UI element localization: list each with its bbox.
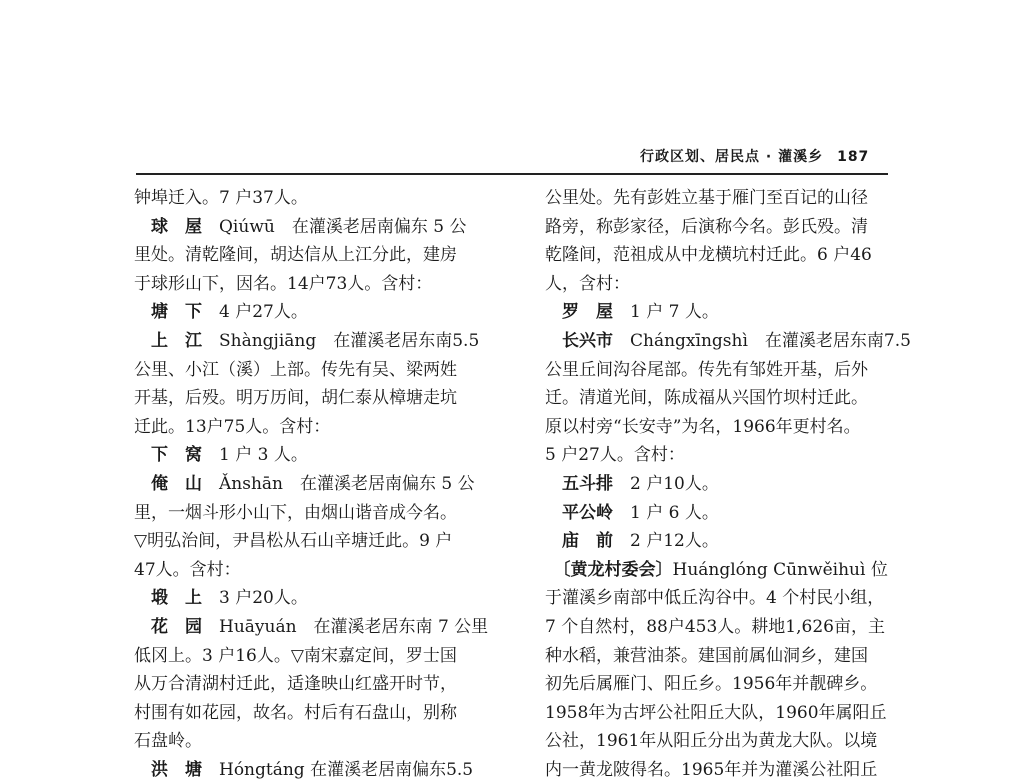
text-run: Qiúwū 在灌溪老居南偏东 5 公 (202, 216, 467, 237)
text-run (545, 302, 562, 322)
text-line (134, 213, 512, 242)
entry-heading: 罗 屋 (562, 302, 613, 323)
text-run: 原以村旁“长安寺”为名，1966年更村名。 (545, 416, 861, 437)
text-line (545, 270, 923, 299)
text-run: 2 户12人。 (613, 531, 719, 552)
text-run: 于灌溪乡南部中低丘沟谷中。4 个村民小组， (545, 588, 885, 609)
text-line (134, 184, 512, 213)
text-run: 内一黄龙陂得名。1965年并为灌溪公社阳丘 (545, 759, 878, 780)
text-run: 1958年为古坪公社阳丘大队，1960年属阳丘 (545, 702, 887, 723)
text-run (134, 331, 151, 351)
entry-heading: 上 江 (151, 330, 202, 351)
text-run: 里处。清乾隆间，胡达信从上江分此，建房 (134, 245, 457, 266)
right-column (545, 184, 923, 784)
text-run (134, 445, 151, 465)
text-run: Ǎnshān 在灌溪老居南偏东 5 公 (202, 473, 475, 494)
text-run: 2 户10人。 (613, 473, 719, 494)
text-run (545, 503, 562, 523)
entry-heading: 俺 山 (151, 473, 202, 494)
text-line (545, 727, 923, 756)
text-line (134, 727, 512, 756)
entry-heading: 平公岭 (562, 502, 613, 523)
text-run: 钟埠迁入。7 户37人。 (134, 188, 308, 208)
entry-heading: 五斗排 (562, 473, 613, 494)
entry-heading: 〔黄龙村委会〕 (562, 559, 673, 580)
text-line (134, 584, 512, 613)
text-run: 乾隆间，范祖成从中龙横坑村迁此。6 户46 (545, 245, 872, 266)
text-line (545, 213, 923, 242)
text-line (545, 470, 923, 499)
text-run (545, 331, 562, 351)
text-line (134, 327, 512, 356)
entry-heading: 塅 上 (151, 588, 202, 609)
text-run (134, 760, 151, 780)
text-run: Shàngjiāng 在灌溪老居东南5.5 (202, 330, 480, 351)
running-header (640, 146, 869, 166)
entry-heading: 庙 前 (562, 531, 613, 552)
text-run: 村围有如花园，故名。村后有石盘山，别称 (134, 702, 457, 723)
text-line (134, 241, 512, 270)
text-run: 公里丘间沟谷尾部。传先有邹姓开基，后外 (545, 359, 868, 380)
header-rule (136, 173, 888, 175)
text-line (545, 499, 923, 528)
text-line (545, 241, 923, 270)
text-line (545, 413, 923, 442)
text-line (134, 384, 512, 413)
text-run: 1 户 7 人。 (613, 302, 719, 323)
text-line (134, 613, 512, 642)
text-run: 3 户20人。 (202, 588, 308, 609)
entry-heading: 下 窝 (151, 445, 202, 466)
text-run: 石盘岭。 (134, 731, 202, 752)
running-title: 行政区划、居民点 · 灌溪乡 (640, 149, 824, 165)
text-line (545, 356, 923, 385)
entry-heading: 球 屋 (151, 216, 202, 237)
text-run: Huánglóng Cūnwěihuì 位 (672, 559, 888, 580)
text-line (545, 327, 923, 356)
text-run: 于球形山下，因名。14户73人。含村： (134, 273, 433, 294)
text-line (545, 756, 923, 784)
entry-heading: 长兴市 (562, 330, 613, 351)
text-run (545, 474, 562, 494)
text-run: 1 户 6 人。 (613, 502, 719, 523)
text-run: 公里处。先有彭姓立基于雁门至百记的山径 (545, 188, 868, 208)
text-run: 1 户 3 人。 (202, 445, 308, 466)
text-line (134, 499, 512, 528)
text-run: Chángxīngshì 在灌溪老居东南7.5 (613, 330, 911, 351)
text-run: Huāyuán 在灌溪老居东南 7 公里 (202, 616, 489, 637)
text-run: 低冈上。3 户16人。▽南宋嘉定间，罗士国 (134, 645, 457, 666)
text-line (545, 584, 923, 613)
text-run (134, 302, 151, 322)
text-run: 47人。含村： (134, 559, 241, 580)
text-run (134, 588, 151, 608)
text-line (545, 384, 923, 413)
text-run: 路旁，称彭家径，后演称今名。彭氏殁。清 (545, 216, 868, 237)
left-column (134, 184, 512, 784)
text-line (134, 642, 512, 671)
text-line (134, 470, 512, 499)
text-line (134, 270, 512, 299)
text-line (545, 699, 923, 728)
text-run (134, 474, 151, 494)
text-run: 公里、小江（溪）上部。传先有吴、梁两姓 (134, 359, 457, 380)
text-run: ▽明弘治间，尹昌松从石山辛塘迁此。9 户 (134, 531, 453, 552)
text-line (545, 670, 923, 699)
text-run: 人，含村： (545, 273, 630, 294)
text-run: 5 户27人。含村： (545, 445, 685, 466)
text-run: 公社，1961年从阳丘分出为黄龙大队。以境 (545, 731, 878, 752)
text-run: 迁此。13户75人。含村： (134, 416, 331, 437)
text-run: 4 户27人。 (202, 302, 308, 323)
text-line (134, 556, 512, 585)
text-line (134, 670, 512, 699)
text-run (545, 560, 562, 580)
text-line (545, 298, 923, 327)
text-line (545, 613, 923, 642)
text-run (134, 217, 151, 237)
text-line (134, 413, 512, 442)
text-line (134, 298, 512, 327)
entry-heading: 洪 塘 (151, 759, 202, 780)
text-run (545, 531, 562, 551)
text-run: 迁。清道光间，陈成福从兴国竹坝村迁此。 (545, 388, 868, 409)
text-line (545, 527, 923, 556)
text-run: Hóngtáng 在灌溪老居南偏东5.5 (202, 759, 474, 780)
text-run: 7 个自然村，88户453人。耕地1,626亩，主 (545, 616, 885, 637)
text-line (545, 441, 923, 470)
text-run: 初先后属雁门、阳丘乡。1956年并靓碑乡。 (545, 674, 878, 695)
text-line (134, 356, 512, 385)
text-run: 种水稻，兼营油茶。建国前属仙洞乡，建国 (545, 645, 868, 666)
text-line (134, 699, 512, 728)
entry-heading: 花 园 (151, 616, 202, 637)
text-run (134, 617, 151, 637)
text-line (134, 756, 512, 784)
text-run: 开基，后殁。明万历间，胡仁泰从樟塘走坑 (134, 388, 457, 409)
text-line (545, 184, 923, 213)
text-line (545, 642, 923, 671)
text-run: 从万合清湖村迁此，适逢映山红盛开时节， (134, 674, 457, 695)
text-line (545, 556, 923, 585)
text-run: 里，一烟斗形小山下，由烟山谐音成今名。 (134, 502, 457, 523)
entry-heading: 塘 下 (151, 302, 202, 323)
page-number: 187 (837, 149, 870, 165)
text-line (134, 527, 512, 556)
text-line (134, 441, 512, 470)
